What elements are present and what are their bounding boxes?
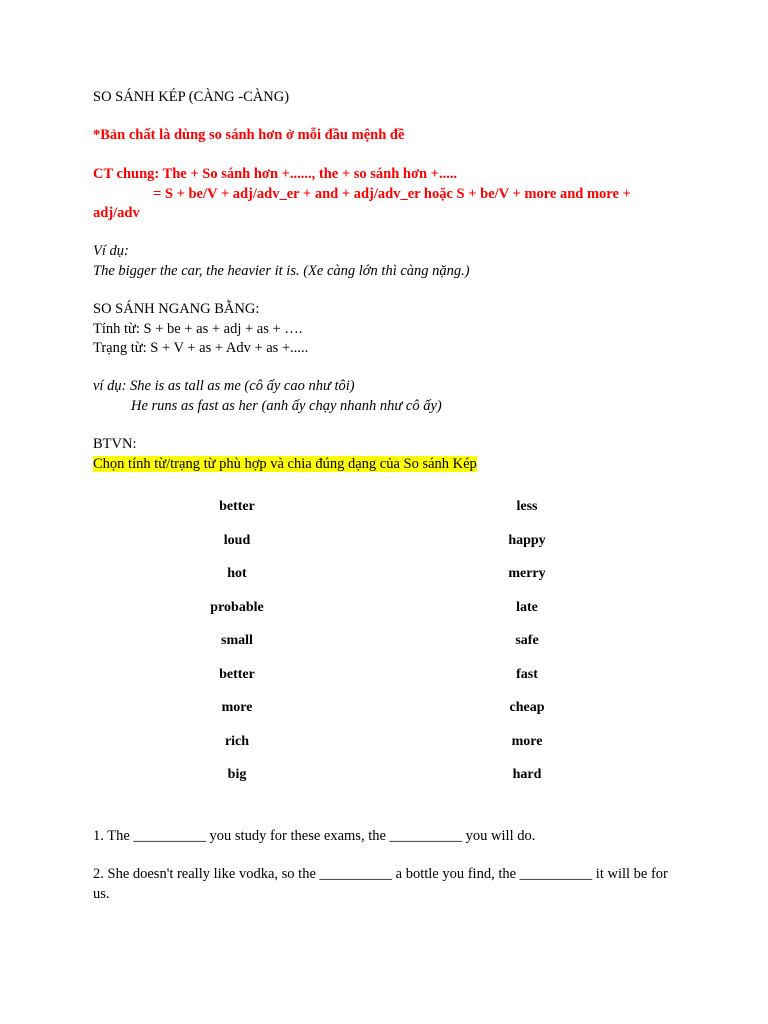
word-left: rich bbox=[224, 733, 250, 749]
word-list-left bbox=[167, 497, 307, 799]
equal-adj-formula: Tính từ: S + be + as + adj + as + …. bbox=[93, 320, 303, 337]
word-left: probable bbox=[210, 599, 264, 615]
homework-section bbox=[93, 435, 477, 474]
word-left: big bbox=[227, 767, 247, 782]
word-left: more bbox=[221, 700, 253, 715]
formula-line-2: = S + be/V + adj/adv_er + and + adj/adv_er hoặc S + be/V + more and more + bbox=[153, 185, 631, 202]
word-left: better bbox=[219, 666, 255, 682]
word-left: loud bbox=[223, 532, 251, 548]
equal-heading: SO SÁNH NGANG BẰNG: bbox=[93, 301, 260, 317]
question-1: 1. The __________ you study for these exams, the __________ you will do. bbox=[93, 828, 536, 844]
word-right: hard bbox=[512, 767, 542, 782]
essence-note: *Bản chất là dùng so sánh hơn ở mỗi đầu mệnh đề bbox=[93, 127, 405, 143]
word-right: cheap bbox=[509, 700, 545, 715]
word-right: late bbox=[516, 599, 538, 615]
word-left: hot bbox=[227, 566, 247, 581]
example-1-text: The bigger the car, the heavier it is. (Xe càng lớn thì càng nặng.) bbox=[93, 262, 470, 279]
formula-block bbox=[93, 165, 631, 224]
word-right: merry bbox=[508, 566, 546, 581]
equal-adv-formula: Trạng từ: S + V + as + Adv + as +..... bbox=[93, 340, 309, 356]
word-right: fast bbox=[516, 666, 538, 682]
question-2: 2. She doesn't really like vodka, so the __________ a bottle you find, the __________ it will be for us. bbox=[93, 866, 668, 902]
example-2-line-2: He runs as fast as her (anh ấy chạy nhanh như cô ấy) bbox=[131, 397, 442, 414]
equal-comparison bbox=[93, 300, 308, 359]
word-right: less bbox=[516, 499, 538, 514]
formula-line-1: CT chung: The + So sánh hơn +......, the + so sánh hơn +..... bbox=[93, 166, 458, 182]
word-right: more bbox=[511, 733, 543, 749]
homework-instruction: Chọn tính từ/trạng từ phù hợp và chia đúng dạng của So sánh Kép bbox=[93, 455, 477, 472]
example-2-line-1: ví dụ: She is as tall as me (cô ấy cao như tôi) bbox=[93, 378, 355, 394]
word-right: safe bbox=[515, 633, 539, 648]
example-1 bbox=[93, 242, 470, 281]
doc-title: SO SÁNH KÉP (CÀNG -CÀNG) bbox=[93, 89, 290, 105]
example-2 bbox=[93, 377, 442, 416]
homework-label: BTVN: bbox=[93, 436, 137, 452]
word-list-right bbox=[457, 497, 597, 799]
word-left: better bbox=[219, 499, 255, 514]
word-right: happy bbox=[508, 532, 546, 548]
example-1-label: Ví dụ: bbox=[93, 243, 129, 259]
word-left: small bbox=[221, 633, 253, 648]
formula-line-3: adj/adv bbox=[93, 205, 140, 221]
